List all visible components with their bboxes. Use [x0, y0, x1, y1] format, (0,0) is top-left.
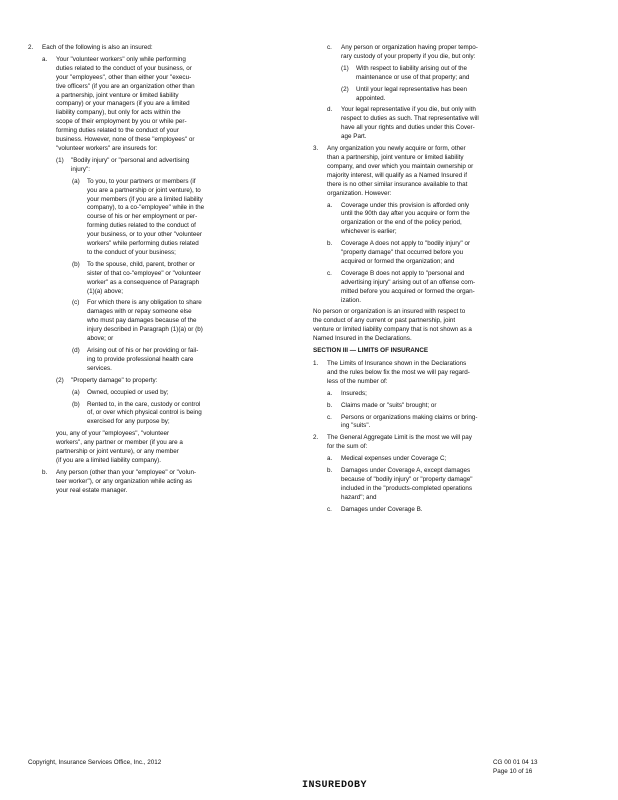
text-line: who must pay damages because of the	[87, 317, 197, 325]
text-line: appointed.	[356, 94, 386, 102]
text-line: of, or over which physical control is being	[87, 409, 202, 417]
paragraph	[327, 270, 575, 306]
text-line: your business, or to your other "volunteer	[87, 231, 202, 239]
paragraph-text	[28, 44, 296, 53]
list-marker: a.	[327, 455, 333, 463]
paragraph-text	[327, 202, 575, 238]
paragraph	[56, 430, 296, 466]
text-line: the conduct of any current or past partnership, joint	[313, 317, 456, 325]
text-line: Rented to, in the care, custody or control	[87, 400, 201, 408]
list-marker: b.	[327, 401, 333, 409]
text-line: Arising out of his or her providing or fail-	[87, 347, 199, 354]
text-line: "volunteer workers" are insureds for:	[56, 144, 158, 152]
text-line: because of "bodily injury" or "property damage"	[341, 475, 473, 483]
text-line: "Property damage" to property:	[71, 376, 158, 384]
watermark-text: INSUREDOBY	[302, 780, 368, 791]
text-line: forming duties related to the conduct of	[87, 222, 196, 230]
text-line: No person or organization is an insured with respect to	[313, 308, 466, 316]
paragraph-text	[56, 377, 296, 386]
text-line: organization or the end of the policy period,	[341, 219, 462, 227]
paragraph	[327, 402, 575, 411]
text-line: a partnership, joint venture or limited liability	[56, 91, 179, 99]
text-line: exercised for any purpose by;	[87, 418, 170, 426]
text-line: ization.	[341, 296, 361, 304]
text-line: To you, to your partners or members (if	[87, 177, 196, 185]
list-marker: (d)	[72, 347, 80, 354]
paragraph	[327, 106, 575, 142]
text-line: Owned, occupied or used by;	[87, 388, 169, 396]
list-marker: c.	[327, 413, 332, 421]
text-line: above; or	[87, 335, 114, 343]
text-line: course of his or her employment or per-	[87, 213, 198, 221]
text-line: (1)(a) above;	[87, 287, 124, 295]
text-line: workers" while performing duties related	[87, 240, 199, 248]
text-line: company), to a co-"employee" while in the	[87, 204, 205, 212]
text-line: have all your rights and duties under this Cover-	[341, 124, 475, 132]
list-marker: 2.	[313, 434, 319, 442]
text-line: duties related to the conduct of your business, or	[56, 64, 192, 72]
paragraph	[56, 157, 296, 175]
text-line: hazard"; and	[341, 493, 377, 501]
paragraph-text	[327, 44, 575, 62]
paragraph-text	[327, 390, 575, 399]
list-marker: (a)	[72, 388, 80, 396]
paragraph-text	[327, 402, 575, 411]
text-line: company, and over which you maintain ownership or	[327, 162, 474, 170]
text-line: "property damage" that occurred before you	[341, 249, 464, 257]
paragraph	[327, 506, 575, 515]
paragraph	[42, 56, 296, 154]
text-line: damages with or repay someone else	[87, 308, 192, 316]
text-line: Your "volunteer workers" only while performing	[56, 55, 186, 63]
text-line: to the conduct of your business;	[87, 248, 176, 256]
paragraph-text	[341, 86, 575, 104]
paragraph-text	[313, 360, 575, 387]
copyright-notice	[28, 759, 161, 768]
copyright-text: Copyright, Insurance Services Office, Inc., 2012	[28, 759, 162, 766]
list-marker: (1)	[341, 64, 349, 72]
text-line: liability company), but only for acts within the	[56, 109, 181, 117]
paragraph-text	[313, 434, 575, 452]
text-line: The General Aggregate Limit is the most we will pay	[327, 434, 472, 442]
list-marker: b.	[327, 240, 333, 248]
list-marker: (b)	[72, 260, 80, 268]
paragraph-text	[327, 506, 575, 515]
paragraph-text	[42, 56, 296, 154]
text-line: forming duties related to the conduct of your	[56, 127, 179, 135]
paragraph	[72, 299, 296, 344]
paragraph	[327, 44, 575, 62]
text-line: there is no other similar insurance available to that	[327, 180, 468, 188]
section-heading	[313, 347, 575, 356]
paragraph	[327, 390, 575, 399]
list-marker: c.	[327, 44, 332, 51]
paragraph-text	[327, 270, 575, 306]
text-line: workers", any partner or member (if you are a	[56, 439, 183, 447]
paragraph-text	[56, 430, 296, 466]
text-line: Persons or organizations making claims or bring-	[341, 413, 478, 421]
list-marker: (1)	[56, 156, 64, 164]
paragraph	[56, 377, 296, 386]
paragraph	[313, 308, 575, 344]
paragraph	[72, 389, 296, 398]
paragraph-text	[327, 455, 575, 464]
paragraph	[327, 455, 575, 464]
paragraph-text	[327, 467, 575, 503]
text-line: For which there is any obligation to share	[87, 299, 202, 307]
paragraph-text	[313, 347, 575, 356]
text-line: services.	[87, 364, 112, 372]
right-column	[313, 44, 575, 518]
text-line: for the sum of:	[327, 443, 368, 451]
text-line: Insureds;	[341, 389, 367, 397]
text-line: Coverage B does not apply to "personal and	[341, 269, 465, 277]
paragraph	[42, 469, 296, 496]
paragraph	[327, 467, 575, 503]
text-line: Named Insured in the Declarations.	[313, 335, 412, 343]
paragraph	[28, 44, 296, 53]
text-line: your real estate manager.	[56, 486, 128, 494]
list-marker: a.	[327, 389, 333, 397]
text-line: mitted before you acquired or formed the organ-	[341, 287, 475, 295]
text-line: whichever is earlier;	[341, 228, 397, 236]
text-line: Until your legal representative has been	[356, 85, 467, 93]
paragraph-text	[327, 414, 575, 432]
text-line: injury described in Paragraph (1)(a) or (b)	[87, 326, 203, 334]
text-line: Any organization you newly acquire or form, other	[327, 145, 466, 153]
paragraph	[327, 202, 575, 238]
paragraph	[313, 145, 575, 198]
list-marker: (2)	[56, 376, 64, 384]
text-line: teer worker"), or any organization while acting as	[56, 477, 192, 485]
text-line: Your legal representative if you die, but only with	[341, 106, 476, 114]
text-line: and the rules below fix the most we will pay regard-	[327, 368, 470, 376]
text-line: business. However, none of these "employees" or	[56, 136, 195, 144]
list-marker: b.	[327, 467, 333, 475]
text-line: ing "suits".	[341, 422, 371, 430]
text-line: Coverage A does not apply to "bodily injury" or	[341, 240, 471, 248]
text-line: included in the "products-completed operations	[341, 484, 473, 492]
text-line: maintenance or use of that property; and	[356, 73, 470, 81]
text-line: Each of the following is also an insured:	[42, 44, 153, 51]
text-line: The Limits of Insurance shown in the Declarations	[327, 360, 467, 367]
text-line: partnership or joint venture), or any member	[56, 448, 179, 456]
text-line: SECTION III — LIMITS OF INSURANCE	[313, 347, 429, 355]
text-line: until the 90th day after you acquire or form the	[341, 210, 470, 218]
text-line: Damages under Coverage B.	[341, 505, 423, 513]
text-line: Claims made or "suits" brought; or	[341, 401, 437, 409]
text-line: Coverage under this provision is afforded only	[341, 201, 469, 209]
list-marker: (2)	[341, 85, 349, 93]
list-marker: (c)	[72, 299, 80, 307]
paragraph-text	[327, 240, 575, 267]
text-line: ing to provide professional health care	[87, 355, 194, 363]
list-marker: a.	[327, 201, 333, 209]
text-line: worker" as a consequence of Paragraph	[87, 278, 200, 286]
paragraph	[72, 261, 296, 297]
text-line: Damages under Coverage A, except damages	[341, 467, 471, 475]
paragraph-text	[72, 347, 296, 374]
text-line: you are a partnership or joint venture), to	[87, 186, 201, 194]
paragraph-text	[72, 389, 296, 398]
text-line: majority interest, will qualify as a Named Insured if	[327, 171, 467, 179]
list-marker: b.	[42, 468, 48, 476]
text-line: advertising injury" arising out of an offense com-	[341, 278, 476, 286]
text-line: less of the number of:	[327, 377, 388, 385]
text-line: acquired or formed the organization; and	[341, 257, 455, 265]
text-line: Medical expenses under Coverage C;	[341, 455, 447, 463]
list-marker: (a)	[72, 177, 80, 185]
text-line: organization. However:	[327, 189, 392, 197]
text-line: To the spouse, child, parent, brother or	[87, 260, 195, 268]
paragraph-text	[42, 469, 296, 496]
text-line: venture or limited liability company that is not shown as a	[313, 326, 472, 334]
paragraph	[341, 86, 575, 104]
text-line: than a partnership, joint venture or limited liability	[327, 153, 464, 161]
text-line: your members (if you are a limited liability	[87, 195, 203, 203]
paragraph	[72, 401, 296, 428]
paragraph-text	[72, 401, 296, 428]
list-marker: 2.	[28, 44, 34, 51]
form-number: CG 00 01 04 13	[493, 759, 538, 766]
list-marker: a.	[42, 55, 48, 63]
paragraph-text	[72, 178, 296, 258]
text-line: injury":	[71, 165, 91, 173]
list-marker: (b)	[72, 400, 80, 408]
paragraph	[313, 434, 575, 452]
paragraph	[341, 65, 575, 83]
text-line: age Part.	[341, 133, 367, 141]
paragraph-text	[56, 157, 296, 175]
form-info	[493, 759, 537, 777]
paragraph-text	[72, 299, 296, 344]
text-line: tive officers" (if you are an organization other than	[56, 82, 195, 90]
list-marker: d.	[327, 106, 333, 114]
text-line: rary custody of your property if you die, but only:	[341, 52, 476, 60]
text-line: respect to duties as such. That representative will	[341, 115, 479, 123]
list-marker: c.	[327, 505, 332, 513]
text-line: "Bodily injury" or "personal and advertising	[71, 156, 190, 164]
text-line: sister of that co-"employee" or "volunteer	[87, 269, 201, 277]
paragraph-text	[313, 308, 575, 344]
paragraph	[327, 240, 575, 267]
text-line: Any person or organization having proper tempo-	[341, 44, 478, 51]
text-line: you, any of your "employees", "volunteer	[56, 430, 170, 438]
paragraph	[72, 178, 296, 258]
paragraph	[313, 360, 575, 387]
paragraph-text	[327, 106, 575, 142]
list-marker: 3.	[313, 145, 319, 153]
text-line: (if you are a limited liability company).	[56, 456, 161, 464]
paragraph	[327, 414, 575, 432]
list-marker: c.	[327, 269, 332, 277]
list-marker: 1.	[313, 360, 319, 367]
text-line: Any person (other than your "employee" or "volun-	[56, 468, 197, 476]
text-line: With respect to liability arising out of the	[356, 64, 467, 72]
text-line: company) or your managers (if you are a limited	[56, 100, 190, 108]
page-number: Page 10 of 16	[493, 767, 533, 775]
paragraph	[72, 347, 296, 374]
paragraph-text	[341, 65, 575, 83]
text-line: your "employees", other than either your "execu-	[56, 73, 192, 81]
left-column	[28, 44, 296, 499]
text-line: scope of their employment by you or while per-	[56, 118, 187, 126]
paragraph-text	[313, 145, 575, 198]
paragraph-text	[72, 261, 296, 297]
